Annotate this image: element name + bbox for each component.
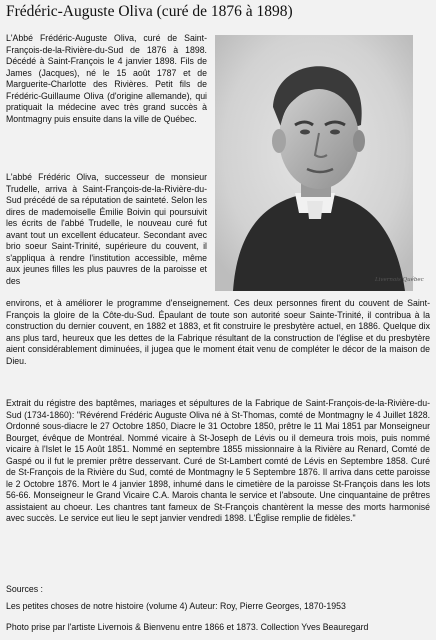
page-title: Frédéric-Auguste Oliva (curé de 1876 à 1898)	[6, 3, 293, 20]
photographer-signature: Livernois Québec	[375, 277, 424, 283]
photo-credit: Photo prise par l'artiste Livernois & Bienvenu entre 1866 et 1873. Collection Yves Beauregard	[6, 622, 369, 632]
registry-extract-paragraph: Extrait du régistre des baptêmes, mariages et sépultures de la Fabrique de Saint-François-de-la-Rivière-du-Sud (1734-1860): "Révérend Frédéric Auguste Oliva né à St-Thomas, comté de Montmagny le 4 Juillet 1828. Ordonné sous-diacre le 27 Octobre 1850, Diacre le 31 Octobre 1850, prêtre le 11 Mai 1851 par Monseigneur Bourget, évêque de Montréal. Nommé vicaire à St-Joseph de Lévis ou il demeura trois mois, puis nommé vicaire à l'Islet le 15 Août 1851. Nommé en septembre 1855 missionnaire à la Rivière au Renard, Comté de Gaspé ou il fut le premier prêtre desservant. Curé de St-Lambert comté de Lévis en Septembre 1858. Curé de St-François de la Rivière du Sud, comté de Montmagny le 5 Septembre 1876. Il arriva dans cette paroisse le 2 Octobre 1876. Mort le 4 janvier 1898, inhumé dans le cimetière de la paroisse St-François dans les lots 56-66. Monseigneur le Grand Vicaire C.A. Marois chanta le service et l'absoute. Une cinquantaine de prêtres assistaient au choeur. Les chantres tant fameux de St-François chantèrent la messe des morts harmonisé avec succès. Le service eut lieu le sept janvier vendredi 1898. L'Église remplie de fidèles."	[6, 398, 430, 523]
biography-paragraph: L'Abbé Frédéric-Auguste Oliva, curé de Saint-François-de-la-Rivière-du-Sud de 1876 à 1898. Décédé à Saint-François le 4 janvier 1898. Fils de James (Jacques), né le 15 août 1787 et de Marguerite-Charlotte des Rivières. Petit fils de Frédéric-Guillaume Oliva (d'origine allemande), qui pratiquait la médecine avec très grand succès à Montmagny puis ensuite dans la ville de Québec.	[6, 33, 207, 124]
biography-paragraph: environs, et à améliorer le programme d'enseignement. Ces deux personnes firent du couvent de Saint-François la gloire de la Côte-du-Sud. Épaulant de toute son autorité soeur Sainte-Trinité, il contribua à la construction du dernier couvent, en 1882 et 1883, et fit construire le presbytère actuel, en 1886. Quelque dix ans plus tard, heureux que les dettes de la Fabrique résultant de la construction de l'église et du presbytère aient considérablement diminuées, il jugea que le moment était venu de compléter le décor de la maison de Dieu.	[6, 298, 430, 366]
portrait-photo	[215, 35, 424, 291]
sources-heading: Sources :	[6, 584, 43, 594]
biography-paragraph: L'abbé Frédéric Oliva, successeur de monsieur Trudelle, arriva à Saint-François-de-la-Rivière-du-Sud précédé de sa réputation de sainteté. Selon les dires de mademoiselle Émilie Boivin qui poursuivit les écrits de l'abbé Trudelle, le nouveau curé fut avant tout un excellent éducateur. Secondant avec brio soeur Saint-Trinité, supérieure du couvent, il s'appliqua à rendre l'institution accessible, même aux jeunes filles les plus pauvres de la paroisse et des	[6, 172, 207, 286]
source-citation: Les petites choses de notre histoire (volume 4) Auteur: Roy, Pierre Georges, 1870-1953	[6, 601, 346, 611]
